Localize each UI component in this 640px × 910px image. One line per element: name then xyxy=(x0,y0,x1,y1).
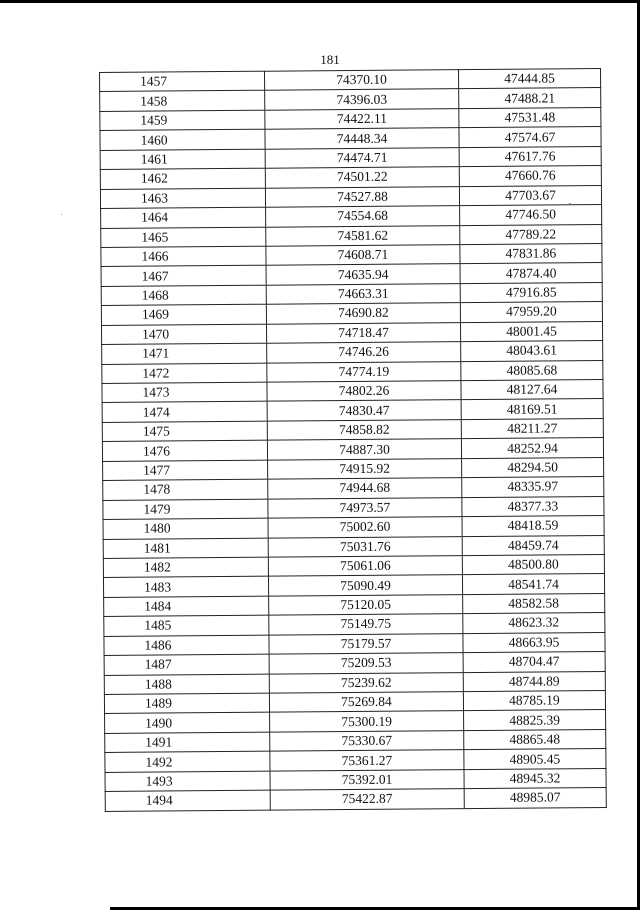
value-a-cell: 74370.10 xyxy=(264,70,458,91)
value-a-cell: 74396.03 xyxy=(265,89,459,110)
value-b-cell: 48945.32 xyxy=(464,768,606,789)
row-index-cell: 1473 xyxy=(102,382,267,403)
value-b-cell: 47574.67 xyxy=(459,127,601,148)
value-a-cell: 75120.05 xyxy=(269,594,463,615)
value-a-cell: 74973.57 xyxy=(268,497,462,518)
row-index-cell: 1484 xyxy=(104,596,269,617)
value-a-cell: 75149.75 xyxy=(269,614,463,635)
row-index-cell: 1486 xyxy=(104,635,269,656)
value-a-cell: 75209.53 xyxy=(269,653,463,674)
value-b-cell: 47660.76 xyxy=(459,166,601,187)
value-a-cell: 74448.34 xyxy=(265,128,459,149)
value-b-cell: 48623.32 xyxy=(463,613,605,634)
value-a-cell: 74474.71 xyxy=(265,147,459,168)
value-a-cell: 74608.71 xyxy=(266,245,460,266)
scan-speck xyxy=(61,214,62,215)
value-b-cell: 48541.74 xyxy=(462,574,604,595)
row-index-cell: 1493 xyxy=(105,771,270,792)
value-b-cell: 47874.40 xyxy=(460,263,602,284)
value-a-cell: 74663.31 xyxy=(266,283,460,304)
scan-border-top xyxy=(0,0,640,3)
row-index-cell: 1457 xyxy=(100,71,265,92)
value-b-cell: 48169.51 xyxy=(461,399,603,420)
value-a-cell: 75090.49 xyxy=(268,575,462,596)
row-index-cell: 1483 xyxy=(103,577,268,598)
value-a-cell: 75422.87 xyxy=(270,789,464,810)
row-index-cell: 1478 xyxy=(103,479,268,500)
scan-speck xyxy=(569,203,571,205)
value-b-cell: 48335.97 xyxy=(462,477,604,498)
value-b-cell: 48825.39 xyxy=(464,710,606,731)
value-b-cell: 47444.85 xyxy=(458,69,600,90)
value-b-cell: 47916.85 xyxy=(460,282,602,303)
row-index-cell: 1479 xyxy=(103,499,268,520)
row-index-cell: 1487 xyxy=(104,654,269,675)
value-b-cell: 48043.61 xyxy=(461,341,603,362)
row-index-cell: 1477 xyxy=(103,460,268,481)
value-b-cell: 48418.59 xyxy=(462,516,604,537)
row-index-cell: 1476 xyxy=(102,441,267,462)
table-body xyxy=(100,69,607,812)
value-a-cell: 74887.30 xyxy=(267,439,461,460)
value-a-cell: 74915.92 xyxy=(268,458,462,479)
value-b-cell: 47789.22 xyxy=(460,224,602,245)
row-index-cell: 1471 xyxy=(102,343,267,364)
value-a-cell: 74746.26 xyxy=(267,342,461,363)
value-a-cell: 75179.57 xyxy=(269,633,463,654)
row-index-cell: 1480 xyxy=(103,518,268,539)
value-b-cell: 48127.64 xyxy=(461,380,603,401)
row-index-cell: 1459 xyxy=(100,110,265,131)
value-a-cell: 74422.11 xyxy=(265,109,459,130)
row-index-cell: 1490 xyxy=(105,713,270,734)
value-b-cell: 48085.68 xyxy=(461,360,603,381)
row-index-cell: 1466 xyxy=(101,246,266,267)
value-a-cell: 74944.68 xyxy=(268,478,462,499)
row-index-cell: 1460 xyxy=(100,130,265,151)
row-index-cell: 1482 xyxy=(103,557,268,578)
page-number: 181 xyxy=(320,52,340,67)
value-a-cell: 74581.62 xyxy=(266,225,460,246)
row-index-cell: 1474 xyxy=(102,402,267,423)
value-a-cell: 75239.62 xyxy=(269,672,463,693)
value-a-cell: 74858.82 xyxy=(267,420,461,441)
value-a-cell: 74830.47 xyxy=(267,400,461,421)
value-b-cell: 48663.95 xyxy=(463,632,605,653)
row-index-cell: 1489 xyxy=(104,693,269,714)
value-b-cell: 47488.21 xyxy=(459,88,601,109)
value-a-cell: 74635.94 xyxy=(266,264,460,285)
value-a-cell: 75269.84 xyxy=(269,692,463,713)
table-container xyxy=(99,68,563,811)
value-b-cell: 48459.74 xyxy=(462,535,604,556)
value-b-cell: 48785.19 xyxy=(463,691,605,712)
value-a-cell: 75300.19 xyxy=(270,711,464,732)
value-b-cell: 48582.58 xyxy=(463,593,605,614)
row-index-cell: 1492 xyxy=(105,751,270,772)
value-b-cell: 48294.50 xyxy=(462,457,604,478)
value-b-cell: 47831.86 xyxy=(460,243,602,264)
row-index-cell: 1470 xyxy=(101,324,266,345)
row-index-cell: 1481 xyxy=(103,538,268,559)
value-b-cell: 47531.48 xyxy=(459,107,601,128)
row-index-cell: 1469 xyxy=(101,304,266,325)
row-index-cell: 1462 xyxy=(100,168,265,189)
value-b-cell: 48865.48 xyxy=(464,729,606,750)
table-row xyxy=(105,788,606,811)
value-b-cell: 47746.50 xyxy=(460,205,602,226)
row-index-cell: 1494 xyxy=(105,790,270,811)
value-b-cell: 48905.45 xyxy=(464,749,606,770)
row-index-cell: 1472 xyxy=(102,363,267,384)
value-a-cell: 75002.60 xyxy=(268,517,462,538)
value-b-cell: 48211.27 xyxy=(461,418,603,439)
value-b-cell: 48500.80 xyxy=(462,554,604,575)
row-index-cell: 1468 xyxy=(101,285,266,306)
value-b-cell: 47617.76 xyxy=(459,146,601,167)
value-a-cell: 75330.67 xyxy=(270,731,464,752)
value-a-cell: 74774.19 xyxy=(267,361,461,382)
data-table xyxy=(99,68,607,812)
value-a-cell: 75031.76 xyxy=(268,536,462,557)
value-a-cell: 74527.88 xyxy=(265,186,459,207)
row-index-cell: 1463 xyxy=(100,188,265,209)
row-index-cell: 1485 xyxy=(104,615,269,636)
value-b-cell: 48744.89 xyxy=(463,671,605,692)
value-b-cell: 47959.20 xyxy=(460,302,602,323)
row-index-cell: 1465 xyxy=(101,227,266,248)
value-a-cell: 75392.01 xyxy=(270,769,464,790)
row-index-cell: 1467 xyxy=(101,266,266,287)
value-a-cell: 74501.22 xyxy=(265,167,459,188)
row-index-cell: 1491 xyxy=(105,732,270,753)
value-a-cell: 74802.26 xyxy=(267,381,461,402)
value-a-cell: 74690.82 xyxy=(266,303,460,324)
value-b-cell: 47703.67 xyxy=(459,185,601,206)
value-b-cell: 48704.47 xyxy=(463,652,605,673)
row-index-cell: 1488 xyxy=(104,674,269,695)
value-b-cell: 48377.33 xyxy=(462,496,604,517)
value-a-cell: 74718.47 xyxy=(266,322,460,343)
value-b-cell: 48001.45 xyxy=(460,321,602,342)
row-index-cell: 1461 xyxy=(100,149,265,170)
row-index-cell: 1458 xyxy=(100,91,265,112)
value-b-cell: 48985.07 xyxy=(464,788,606,809)
value-a-cell: 74554.68 xyxy=(266,206,460,227)
value-a-cell: 75361.27 xyxy=(270,750,464,771)
value-a-cell: 75061.06 xyxy=(268,556,462,577)
value-b-cell: 48252.94 xyxy=(461,438,603,459)
row-index-cell: 1475 xyxy=(102,421,267,442)
row-index-cell: 1464 xyxy=(101,207,266,228)
